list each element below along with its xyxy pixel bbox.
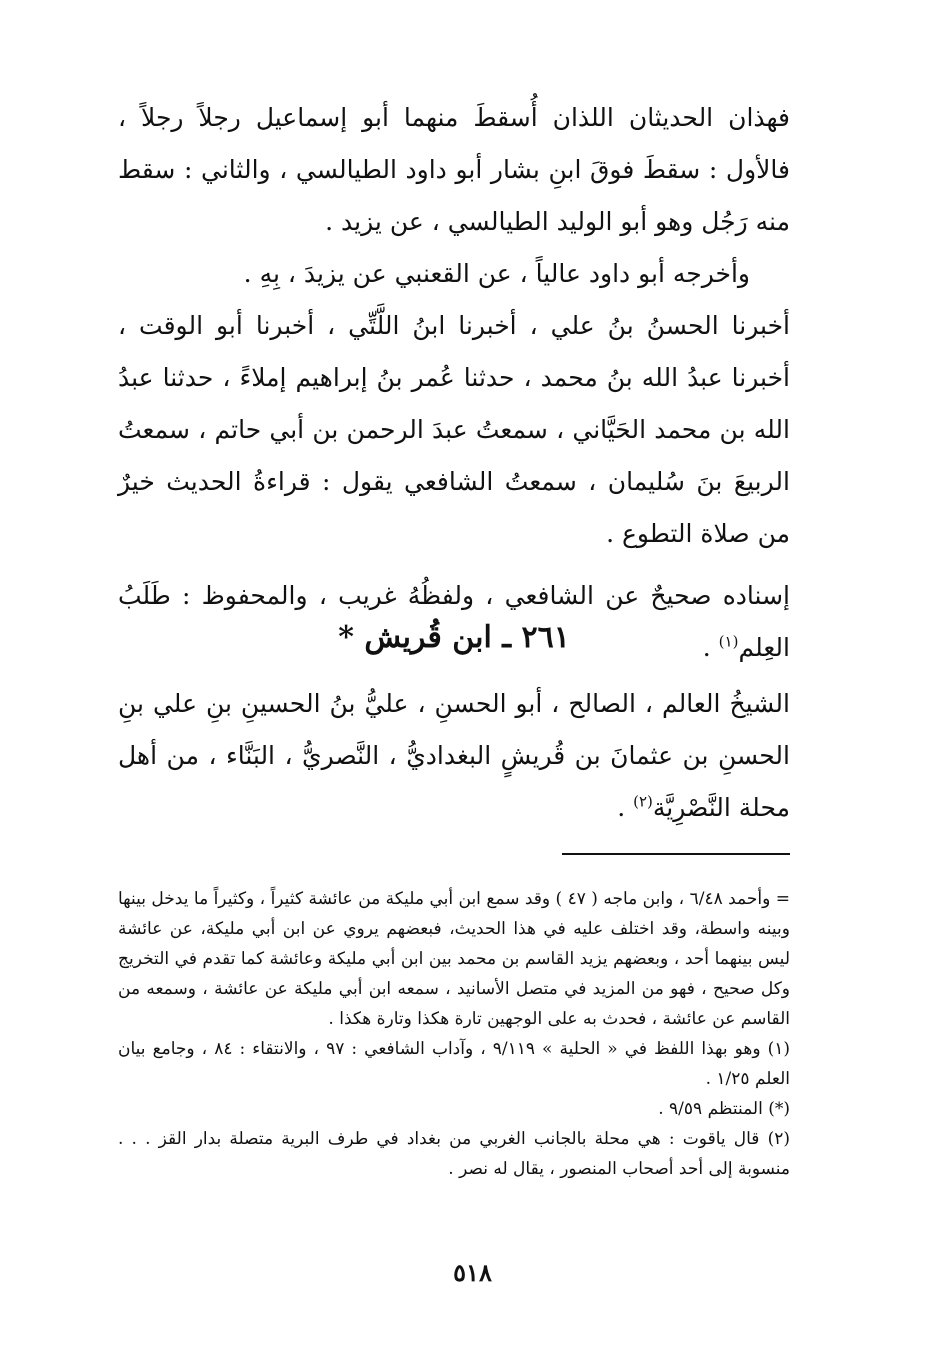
footnote-continuation: = وأحمد ٦/٤٨ ، وابن ماجه ( ٤٧ ) وقد سمع ابن أبي مليكة من عائشة كثيراً ، وكثيراً ما يدخل بينها وبينه واسطة، وقد اختلف عليه في هذا الحديث، فبعضهم يروي عن ابن أبي مليكة، عن عائشة ليس بينهما أحد ، وبعضهم يزيد القاسم بن محمد بين ابن أبي مليكة وعائشة كما تقدم في التخريج وكل صحيح ، فهو من المزيد في متصل الأسانيد ، سمعه ابن أبي مليكة عن عائشة ، وسمعه من القاسم عن عائشة ، فحدث به على الوجهين تارة هكذا وتارة هكذا . <box>118 889 790 1029</box>
paragraph-4-text: إسناده صحيحٌ عن الشافعي ، ولفظُهُ غريب ، والمحفوظ : طَلَبُ العِلم <box>118 581 790 662</box>
biography-text <box>118 678 790 834</box>
page-number: ٥١٨ <box>453 1258 492 1287</box>
footnote-star: (*) المنتظم ٩/٥٩ . <box>658 1099 790 1119</box>
paragraph-1: فهذان الحديثان اللذان أُسقطَ منهما أبو إسماعيل رجلاً رجلاً ، فالأول : سقطَ فوقَ ابنِ بشار أبو داود الطيالسي ، والثاني : سقط منه رَجُل وهو أبو الوليد الطيالسي ، عن يزيد . <box>118 103 790 236</box>
biography-body: الشيخُ العالم ، الصالح ، أبو الحسنِ ، عليُّ بنُ الحسينِ بنِ علي بنِ الحسنِ بن عثمانَ بن قُريشٍ البغداديُّ ، النَّصريُّ ، البَنَّاء ، من أهل محلة النَّصْرِيَّة <box>118 689 790 822</box>
footnotes <box>118 884 790 1184</box>
footnote-ref-2: (٢) <box>633 792 653 811</box>
paragraph-4-end: . <box>702 633 719 662</box>
footnote-ref-1: (١) <box>718 632 739 651</box>
main-text <box>118 92 790 674</box>
biography-paragraph <box>118 678 790 834</box>
footnote-1: (١) وهو بهذا اللفظ في « الحلية » ٩/١١٩ ، وآداب الشافعي : ٩٧ ، والانتقاء : ٨٤ ، وجامع بيان العلم ١/٢٥ . <box>118 1039 791 1089</box>
footnote-divider <box>562 853 790 855</box>
paragraph-3: أخبرنا الحسنُ بنُ علي ، أخبرنا ابنُ اللَّتِّي ، أخبرنا أبو الوقت ، أخبرنا عبدُ الله بنُ محمد ، حدثنا عُمر بنُ إبراهيم إملاءً ، حدثنا عبدُ الله بن محمد الحَيَّاني ، سمعتُ عبدَ الرحمن بن أبي حاتم ، سمعتُ الربيعَ بنَ سُليمان ، سمعتُ الشافعي يقول : قراءةُ الحديث خيرٌ من صلاة التطوع . <box>118 311 790 548</box>
entry-heading: ٢٦١ ـ ابن قُريش * <box>338 620 570 655</box>
paragraph-2: وأخرجه أبو داود عالياً ، عن القعنبي عن يزيدَ ، بِهِ . <box>243 259 750 288</box>
footnote-2: (٢) قال ياقوت : هي محلة بالجانب الغربي من بغداد في طرف البرية متصلة بدار القز . . . منسوبة إلى أحد أصحاب المنصور ، يقال له نصر . <box>118 1129 790 1179</box>
biography-end: . <box>617 793 634 822</box>
